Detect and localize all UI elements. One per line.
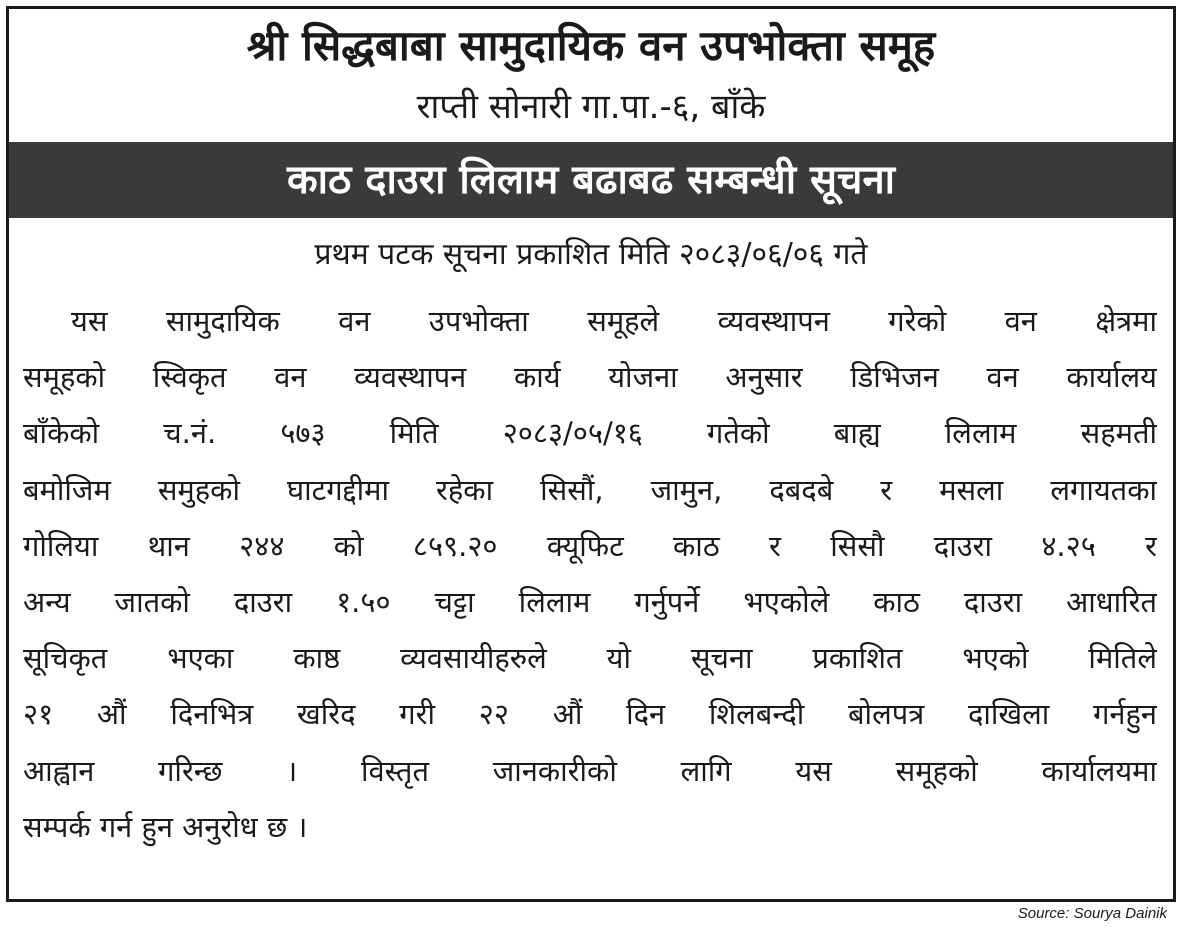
body-line: २१ औं दिनभित्र खरिद गरी २२ औं दिन शिलबन्दी बोलपत्र दाखिला गर्नहुन [23, 697, 1157, 732]
headline-bar [9, 142, 1173, 218]
body-line: गोलिया थान २४४ को ८५९.२० क्यूफिट काठ र सिसौ दाउरा ४.२५ र [23, 528, 1157, 563]
body-line: बाँकेको च.नं. ५७३ मिति २०८३/०५/१६ गतेको बाह्य लिलाम सहमती [23, 416, 1157, 451]
body-line: सम्पर्क गर्न हुन अनुरोध छ । [23, 809, 308, 844]
notice-headline: काठ दाउरा लिलाम बढाबढ सम्बन्धी सूचना [286, 157, 896, 203]
body-line: समूहको स्विकृत वन व्यवस्थापन कार्य योजना अनुसार डिभिजन वन कार्यालय [23, 360, 1157, 395]
body-line: सूचिकृत भएका काष्ठ व्यवसायीहरुले यो सूचना प्रकाशित भएको मितिले [23, 641, 1157, 676]
body-line: यस सामुदायिक वन उपभोक्ता समूहले व्यवस्थापन गरेको वन क्षेत्रमा [71, 304, 1157, 338]
organization-title: श्री सिद्धबाबा सामुदायिक वन उपभोक्ता समूह [246, 21, 936, 70]
body-line: बमोजिम समुहको घाटगद्दीमा रहेका सिसौं, जामुन, दबदबे र मसला लगायतका [23, 472, 1157, 507]
notice-body [23, 293, 1157, 855]
notice-box [6, 6, 1176, 902]
publish-date-line: प्रथम पटक सूचना प्रकाशित मिति २०८३/०६/०६ गते [314, 237, 868, 272]
source-credit: Source: Sourya Dainik [1017, 905, 1167, 922]
organization-address: राप्ती सोनारी गा.पा.-६, बाँके [416, 87, 766, 127]
body-line: अन्य जातको दाउरा १.५० चट्टा लिलाम गर्नुपर्ने भएकोले काठ दाउरा आधारित [23, 584, 1157, 619]
body-line: आह्वान गरिन्छ । विस्तृत जानकारीको लागि यस समूहको कार्यालयमा [23, 753, 1157, 788]
